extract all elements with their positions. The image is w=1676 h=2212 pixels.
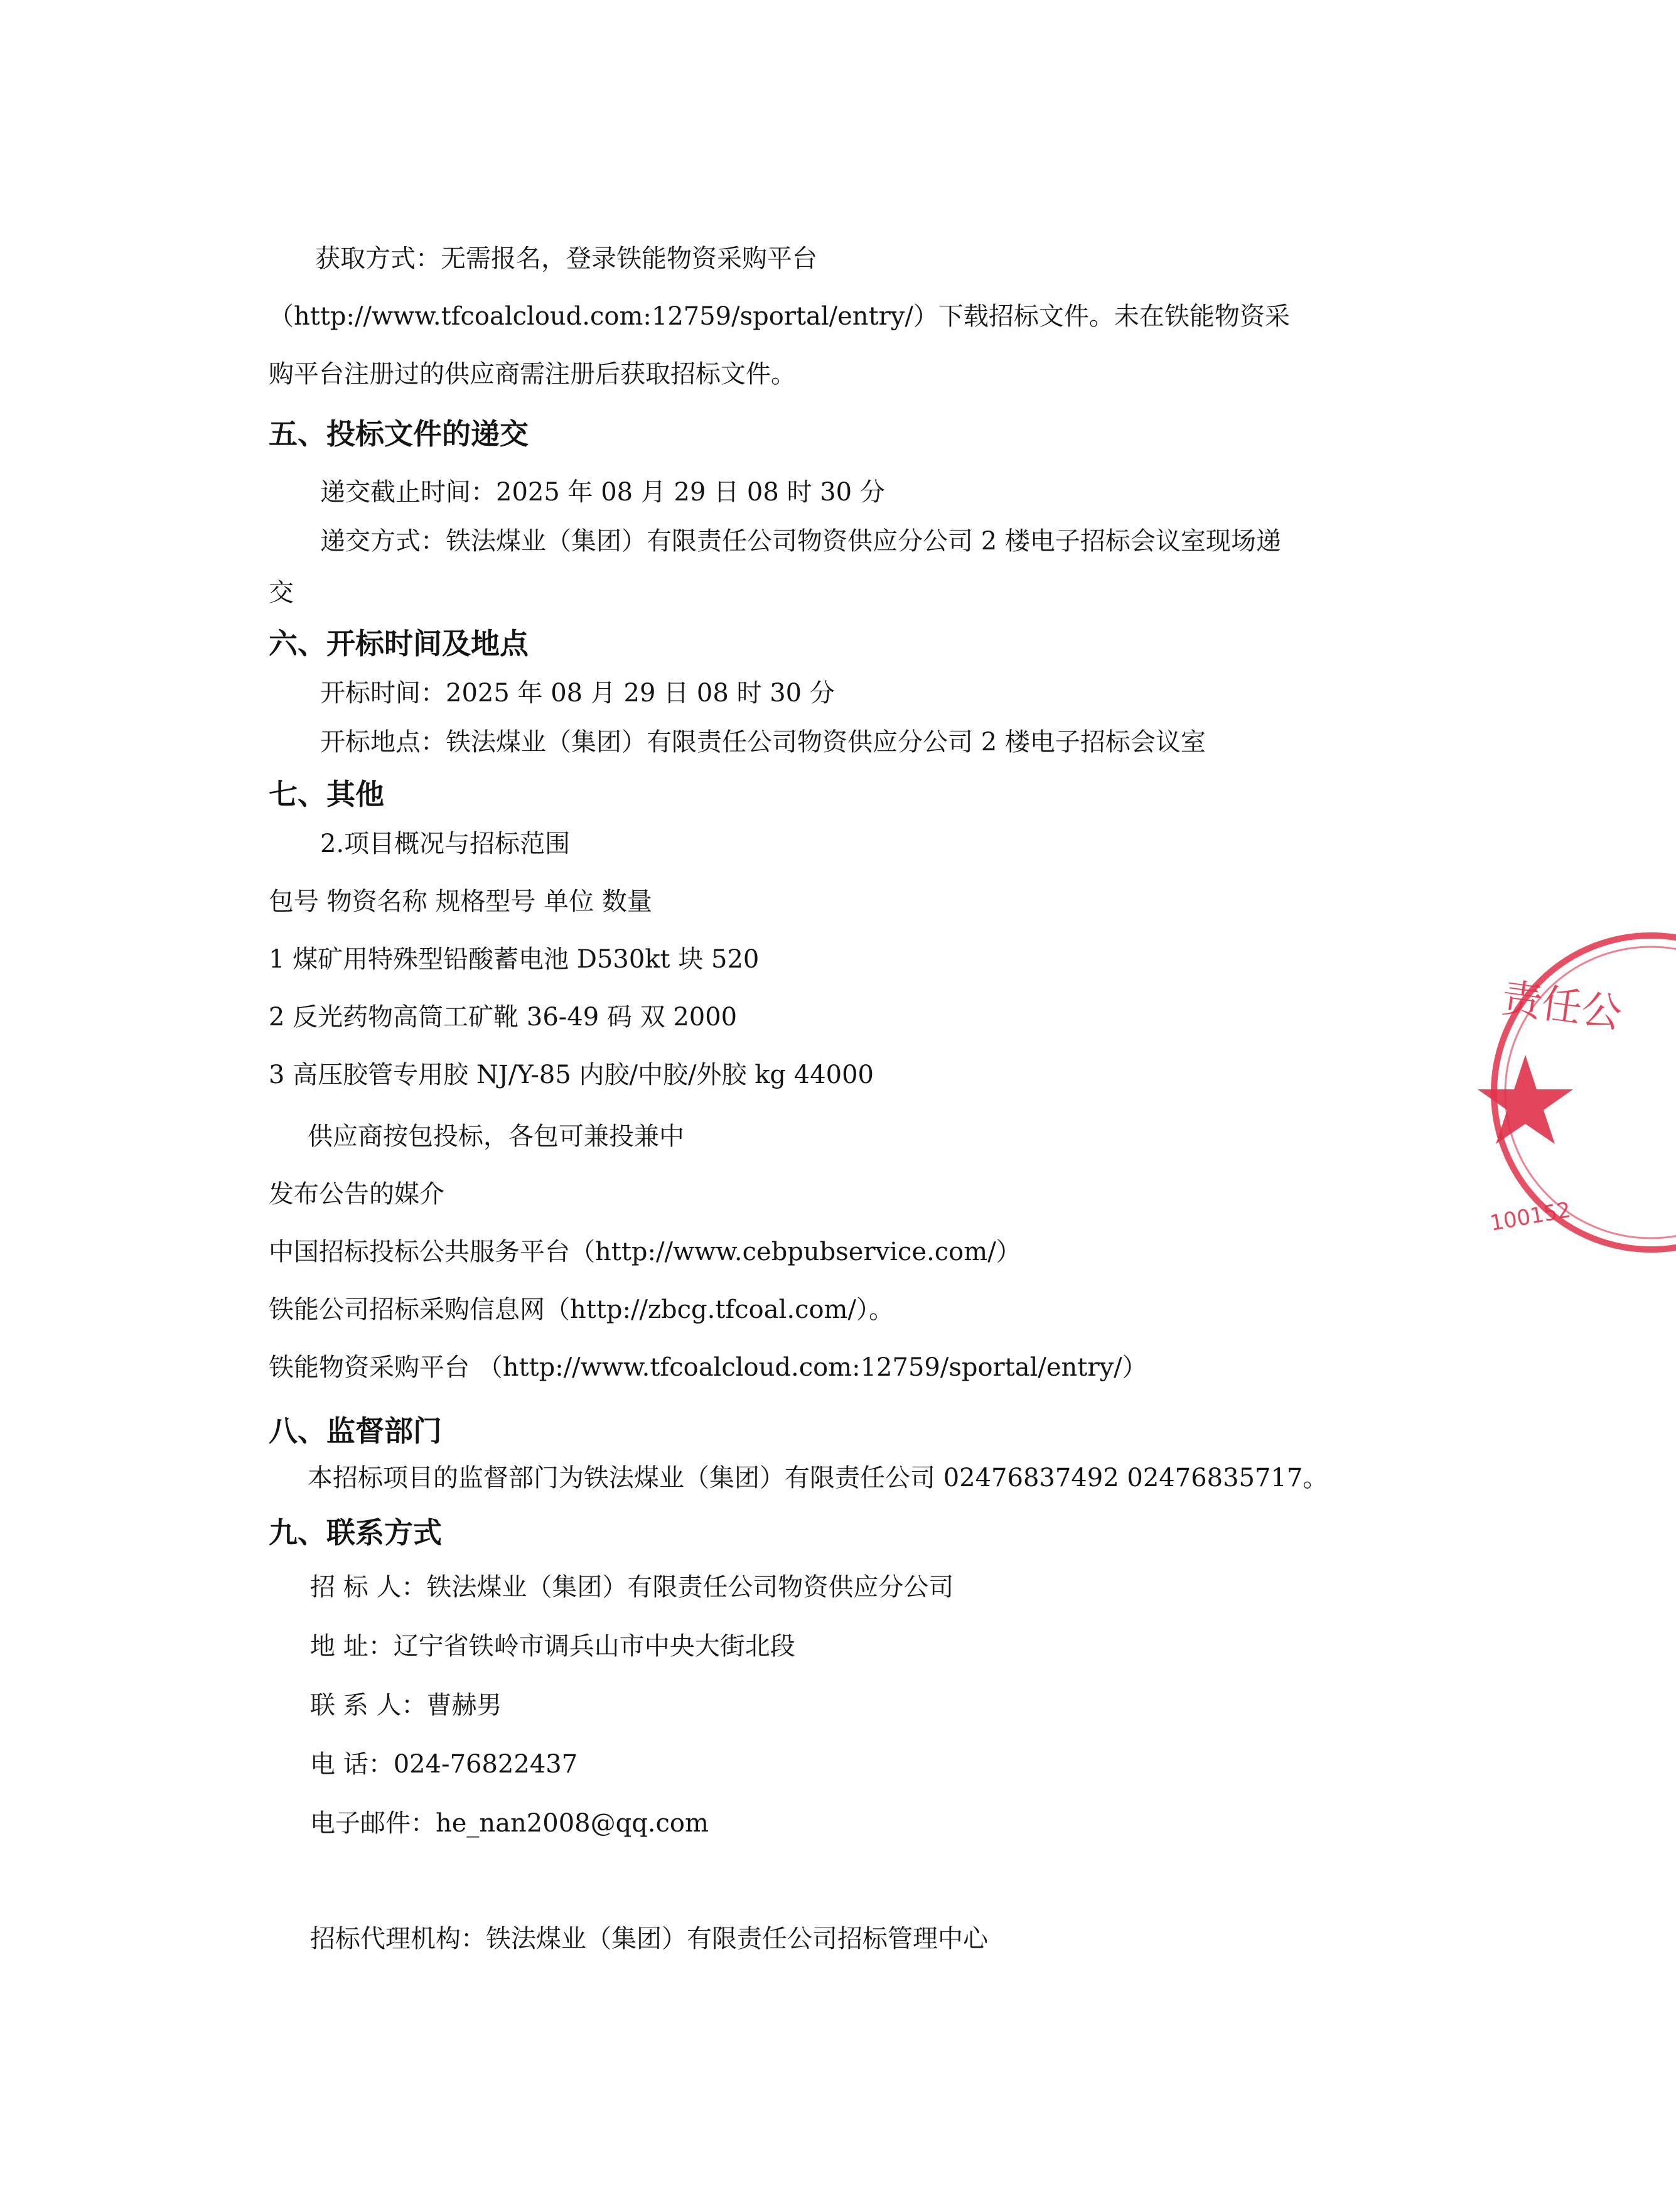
- submission-method-cont: 交: [269, 578, 294, 607]
- opening-time: 开标时间：2025 年 08 月 29 日 08 时 30 分: [320, 679, 835, 708]
- submission-method: 递交方式：铁法煤业（集团）有限责任公司物资供应分公司 2 楼电子招标会议室现场递: [320, 527, 1281, 556]
- contact-person: 联 系 人：曹赫男: [310, 1691, 502, 1720]
- media-title: 发布公告的媒介: [269, 1180, 444, 1209]
- table-header: 包号 物资名称 规格型号 单位 数量: [269, 887, 652, 916]
- media-item: 中国招标投标公共服务平台（http://www.cebpubservice.com/）: [269, 1238, 1021, 1266]
- bid-note: 供应商按包投标，各包可兼投兼中: [308, 1122, 684, 1151]
- obtain-rest-line: 购平台注册过的供应商需注册后获取招标文件。: [269, 360, 796, 389]
- media-item: 铁能物资采购平台 （http://www.tfcoalcloud.com:12759/sportal/entry/）: [269, 1353, 1147, 1382]
- opening-place: 开标地点：铁法煤业（集团）有限责任公司物资供应分公司 2 楼电子招标会议室: [320, 728, 1206, 757]
- obtain-method-line: 获取方式：无需报名，登录铁能物资采购平台: [315, 244, 817, 273]
- project-scope-title: 2.项目概况与招标范围: [320, 829, 571, 858]
- obtain-url-line: （http://www.tfcoalcloud.com:12759/sportal/entry/）下载招标文件。未在铁能物资采: [269, 302, 1290, 331]
- contact-phone: 电 话：024-76822437: [310, 1750, 578, 1779]
- contact-email: 电子邮件：he_nan2008@qq.com: [310, 1809, 709, 1838]
- tender-agency: 招标代理机构：铁法煤业（集团）有限责任公司招标管理中心: [310, 1924, 988, 1953]
- company-seal: [1463, 917, 1676, 1268]
- section-7-heading: 七、其他: [269, 777, 384, 811]
- table-row: 3 高压胶管专用胶 NJ/Y-85 内胶/中胶/外胶 kg 44000: [269, 1060, 874, 1089]
- section-5-heading: 五、投标文件的递交: [269, 417, 529, 451]
- section-6-heading: 六、开标时间及地点: [269, 627, 529, 661]
- contact-address: 地 址：辽宁省铁岭市调兵山市中央大街北段: [310, 1632, 795, 1661]
- supervision-text: 本招标项目的监督部门为铁法煤业（集团）有限责任公司 02476837492 02476835717。: [308, 1464, 1328, 1492]
- svg-text:100152: 100152: [1488, 1197, 1573, 1236]
- svg-text:责任公: 责任公: [1498, 974, 1625, 1038]
- table-row: 2 反光药物高筒工矿靴 36-49 码 双 2000: [269, 1003, 738, 1032]
- table-row: 1 煤矿用特殊型铅酸蓄电池 D530kt 块 520: [269, 945, 760, 974]
- section-9-heading: 九、联系方式: [269, 1516, 442, 1550]
- section-8-heading: 八、监督部门: [269, 1414, 442, 1448]
- contact-tenderer: 招 标 人：铁法煤业（集团）有限责任公司物资供应分公司: [310, 1573, 954, 1602]
- media-item: 铁能公司招标采购信息网（http://zbcg.tfcoal.com/）。: [269, 1295, 894, 1324]
- submission-deadline: 递交截止时间：2025 年 08 月 29 日 08 时 30 分: [320, 478, 885, 507]
